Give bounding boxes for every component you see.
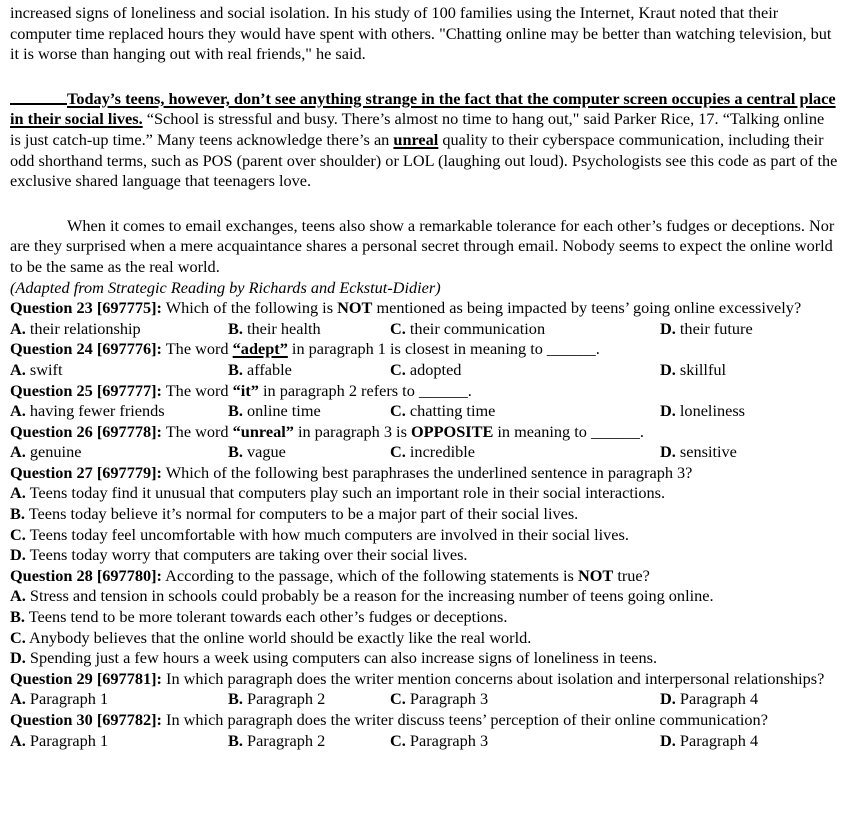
option-text: their health: [247, 318, 321, 338]
option-a: [10, 731, 228, 752]
question-bold-word: OPPOSITE: [410, 421, 494, 441]
option-text: Paragraph 3: [409, 730, 489, 750]
option-c: [390, 401, 660, 422]
question-24-text: [10, 339, 839, 360]
option-letter: C.: [390, 359, 406, 379]
option-a: [10, 319, 228, 340]
question-label: Question 28 [697780]:: [10, 565, 162, 585]
option-d: [660, 442, 839, 463]
option-text: Paragraph 2: [247, 689, 326, 709]
option-text: loneliness: [679, 401, 746, 421]
option-letter: D.: [660, 689, 676, 709]
option-text: their relationship: [29, 318, 141, 338]
question-label: Question 23 [697775]:: [10, 298, 162, 318]
question-25-text: [10, 381, 839, 402]
option-text: Teens today worry that computers are taking over their social lives.: [29, 545, 468, 565]
question-28-text: [10, 566, 839, 587]
question-24-options: [10, 360, 839, 381]
option-b: [228, 731, 390, 752]
question-text: Which of the following best paraphrases the underlined sentence in paragraph 3?: [161, 462, 693, 482]
keyword-unreal: unreal: [393, 129, 439, 149]
option-c: [390, 689, 660, 710]
option-b: [228, 319, 390, 340]
option-c: [390, 360, 660, 381]
question-label: Question 29 [697781]:: [10, 668, 162, 688]
question-29-options: [10, 689, 839, 710]
option-letter: D.: [660, 359, 676, 379]
question-30-text: [10, 710, 839, 731]
option-text: skillful: [679, 359, 727, 379]
option-a: [10, 689, 228, 710]
option-text: genuine: [29, 442, 82, 462]
option-letter: B.: [228, 318, 243, 338]
question-28-option-a: [10, 586, 839, 607]
option-letter: A.: [10, 318, 26, 338]
option-a: [10, 360, 228, 381]
option-letter: C.: [10, 524, 26, 544]
option-letter: B.: [228, 730, 243, 750]
option-d: [660, 360, 839, 381]
option-text: affable: [247, 359, 292, 379]
option-d: [660, 689, 839, 710]
question-29-text: [10, 669, 839, 690]
question-28-option-c: [10, 628, 839, 649]
option-text: Paragraph 4: [679, 689, 759, 709]
option-text: Teens today feel uncomfortable with how much computers are involved in their social lives.: [29, 524, 629, 544]
option-text: Teens today find it unusual that computers play such an important role in their social interactions.: [29, 483, 666, 503]
question-text: in paragraph 2 refers to ______.: [258, 380, 472, 400]
option-text: vague: [247, 442, 286, 462]
underlined-indent: [10, 89, 67, 105]
question-28-option-d: [10, 648, 839, 669]
question-text: Which of the following is: [161, 298, 338, 318]
question-27-option-a: [10, 483, 839, 504]
option-text: chatting time: [409, 401, 496, 421]
option-a: [10, 401, 228, 422]
option-text: Paragraph 3: [409, 689, 489, 709]
option-letter: C.: [10, 627, 26, 647]
passage-paragraph-3: [10, 216, 839, 278]
option-letter: D.: [660, 442, 676, 462]
option-letter: B.: [228, 359, 243, 379]
option-b: [228, 689, 390, 710]
option-letter: C.: [390, 730, 406, 750]
question-30-options: [10, 731, 839, 752]
question-text: The word: [161, 339, 233, 359]
paragraph-text: “School is stressful and busy. There’s almost no time to hang out," said Parker Rice, 17. “Talking online is just catch-up time.” Many teens acknowledge there’s an: [10, 109, 825, 149]
passage-paragraph-2: [10, 89, 839, 192]
question-26-options: [10, 442, 839, 463]
question-label: Question 24 [697776]:: [10, 339, 162, 359]
option-text: Paragraph 1: [29, 689, 109, 709]
question-keyword: “it”: [232, 380, 259, 400]
option-text: Stress and tension in schools could probably be a reason for the increasing number of teens going online.: [29, 586, 714, 606]
question-text: in paragraph 3 is: [293, 421, 411, 441]
option-letter: A.: [10, 730, 26, 750]
paragraph-text: increased signs of loneliness and social isolation. In his study of 100 families using the Internet, Kraut noted that their computer time replaced hours they would have spent with others. "Chatting online may be better than watching television, but it is worse than hanging out with real friends," he said.: [10, 3, 832, 64]
question-text: The word: [161, 380, 233, 400]
question-text: in paragraph 1 is closest in meaning to ______.: [287, 339, 600, 359]
option-text: Anybody believes that the online world should be exactly like the real world.: [29, 627, 532, 647]
option-letter: D.: [10, 648, 26, 668]
option-letter: D.: [10, 545, 26, 565]
question-28-option-b: [10, 607, 839, 628]
option-a: [10, 442, 228, 463]
option-letter: C.: [390, 401, 406, 421]
question-26-text: [10, 422, 839, 443]
option-text: having fewer friends: [29, 401, 165, 421]
option-d: [660, 731, 839, 752]
blank-line: [10, 65, 839, 89]
question-27-option-d: [10, 545, 839, 566]
question-27-option-c: [10, 525, 839, 546]
option-text: their future: [679, 318, 753, 338]
option-letter: C.: [390, 689, 406, 709]
question-25-options: [10, 401, 839, 422]
option-letter: D.: [660, 730, 676, 750]
citation-text: (Adapted from Strategic Reading by Richards and Eckstut-Didier): [10, 277, 441, 297]
underlined-thesis-sentence: Today’s teens, however, don’t see anything strange in the fact that the computer screen occupies a central place in their social lives.: [10, 88, 836, 129]
option-letter: A.: [10, 401, 26, 421]
blank-line: [10, 192, 839, 216]
question-text: mentioned as being impacted by teens’ going online excessively?: [372, 298, 802, 318]
option-b: [228, 360, 390, 381]
question-23-text: [10, 298, 839, 319]
question-bold-word: NOT: [337, 298, 373, 318]
option-b: [228, 401, 390, 422]
option-letter: B.: [228, 401, 243, 421]
question-label: Question 26 [697778]:: [10, 421, 162, 441]
option-letter: B.: [228, 442, 243, 462]
option-letter: D.: [660, 318, 676, 338]
question-bold-word: NOT: [577, 565, 614, 585]
option-letter: A.: [10, 689, 26, 709]
question-label: Question 27 [697779]:: [10, 462, 162, 482]
option-c: [390, 731, 660, 752]
option-text: their communication: [409, 318, 546, 338]
option-letter: A.: [10, 483, 26, 503]
question-text: true?: [613, 565, 650, 585]
option-c: [390, 319, 660, 340]
option-text: swift: [29, 359, 63, 379]
paragraph-text: quality to their cyberspace communication, including their odd shorthand terms, such as POS (parent over shoulder) or LOL (laughing out loud). Psychologists see this code as part of the exclusive shared language that teenagers love.: [10, 129, 838, 191]
option-letter: A.: [10, 442, 26, 462]
option-text: adopted: [409, 359, 462, 379]
option-letter: B.: [228, 689, 243, 709]
option-text: Paragraph 2: [247, 730, 326, 750]
question-text: In which paragraph does the writer mention concerns about isolation and interpersonal relationships?: [161, 668, 825, 688]
option-text: Paragraph 4: [679, 730, 759, 750]
option-b: [228, 442, 390, 463]
question-keyword: “unreal”: [232, 421, 294, 441]
option-letter: C.: [390, 318, 406, 338]
option-d: [660, 319, 839, 340]
source-citation: [10, 278, 839, 299]
option-text: Teens today believe it’s normal for computers to be a major part of their social lives.: [28, 504, 579, 524]
question-keyword: “adept”: [232, 339, 288, 359]
option-letter: B.: [10, 504, 25, 524]
question-text: According to the passage, which of the following statements is: [161, 565, 578, 585]
paragraph-text: When it comes to email exchanges, teens also show a remarkable tolerance for each other’s fudges or deceptions. Nor are they surprised when a mere acquaintance shares a personal secret through email. Nobody seems to expect the online world to be the same as the real world.: [10, 215, 835, 276]
question-27-option-b: [10, 504, 839, 525]
option-text: sensitive: [679, 442, 737, 462]
option-d: [660, 401, 839, 422]
question-text: The word: [161, 421, 233, 441]
option-text: incredible: [409, 442, 475, 462]
option-c: [390, 442, 660, 463]
question-text: in meaning to ______.: [493, 421, 644, 441]
option-letter: D.: [660, 401, 676, 421]
option-text: Spending just a few hours a week using computers can also increase signs of loneliness in teens.: [29, 648, 658, 668]
option-text: Teens tend to be more tolerant towards each other’s fudges or deceptions.: [28, 607, 508, 627]
question-label: Question 30 [697782]:: [10, 710, 162, 729]
question-23-options: [10, 319, 839, 340]
question-text: In which paragraph does the writer discuss teens’ perception of their online communication?: [161, 710, 768, 729]
option-text: online time: [247, 401, 321, 421]
question-27-text: [10, 463, 839, 484]
option-letter: A.: [10, 359, 26, 379]
passage-paragraph-1: [10, 3, 839, 65]
option-letter: C.: [390, 442, 406, 462]
option-letter: A.: [10, 586, 26, 606]
option-text: Paragraph 1: [29, 730, 109, 750]
question-label: Question 25 [697777]:: [10, 380, 162, 400]
option-letter: B.: [10, 607, 25, 627]
